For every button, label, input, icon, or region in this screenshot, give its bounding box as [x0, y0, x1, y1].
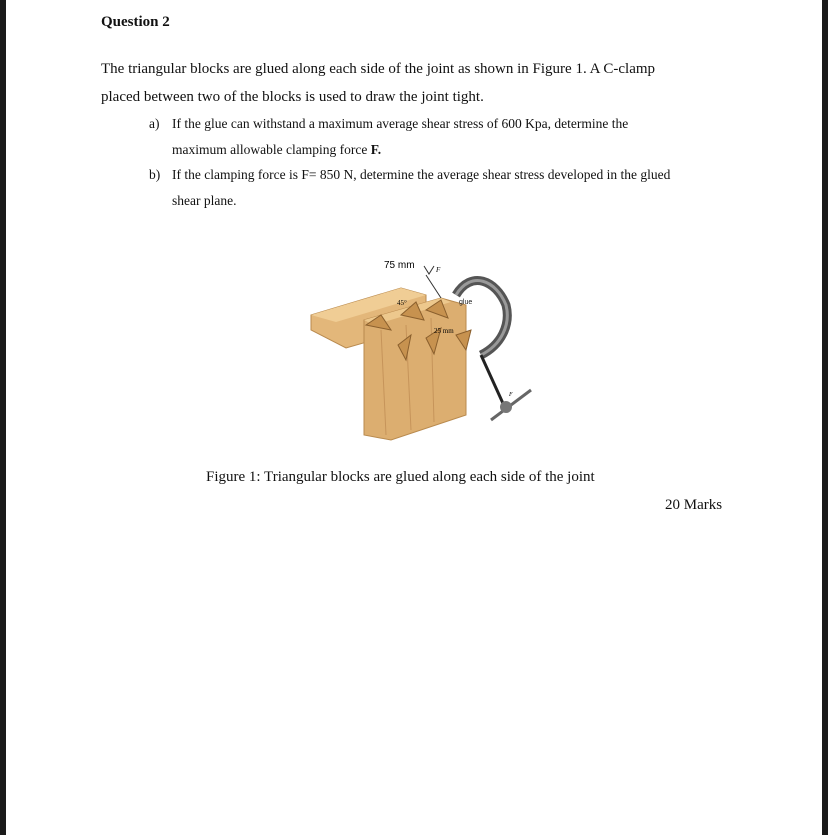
- intro-line-1: The triangular blocks are glued along each side of the joint as shown in Figure 1. A C-clamp: [101, 61, 656, 77]
- label-force-top: F: [436, 266, 441, 274]
- label-25mm: 25 mm: [434, 327, 454, 335]
- figure-caption: Figure 1: Triangular blocks are glued along each side of the joint: [206, 469, 595, 485]
- document-page: [6, 0, 822, 835]
- figure-1-illustration: [306, 250, 546, 445]
- part-a-line-1: If the glue can withstand a maximum average shear stress of 600 Kpa, determine the: [172, 116, 629, 131]
- clamp-screw: [481, 355, 506, 410]
- label-glue: glue: [459, 299, 473, 306]
- force-line: [426, 275, 441, 298]
- marks-label: 20 Marks: [665, 497, 723, 513]
- force-arrow-top: [424, 266, 434, 274]
- part-b-line-2: shear plane.: [172, 193, 237, 208]
- clamp-handle-hub: [500, 401, 512, 413]
- intro-line-2: placed between two of the blocks is used to draw the joint tight.: [101, 89, 484, 105]
- label-force-bottom: F: [509, 392, 513, 398]
- force-symbol: F.: [370, 142, 382, 157]
- part-a-line-2: [172, 142, 381, 158]
- label-45-degree: 45°: [397, 299, 407, 307]
- part-b-label: b): [149, 167, 161, 182]
- question-heading: Question 2: [101, 14, 170, 30]
- part-a-line-2-text: maximum allowable clamping force F.: [172, 142, 382, 157]
- part-b-line-1: If the clamping force is F= 850 N, determine the average shear stress developed in the glued: [172, 167, 671, 182]
- part-a-label: a): [149, 116, 160, 131]
- label-75mm: 75 mm: [384, 260, 415, 271]
